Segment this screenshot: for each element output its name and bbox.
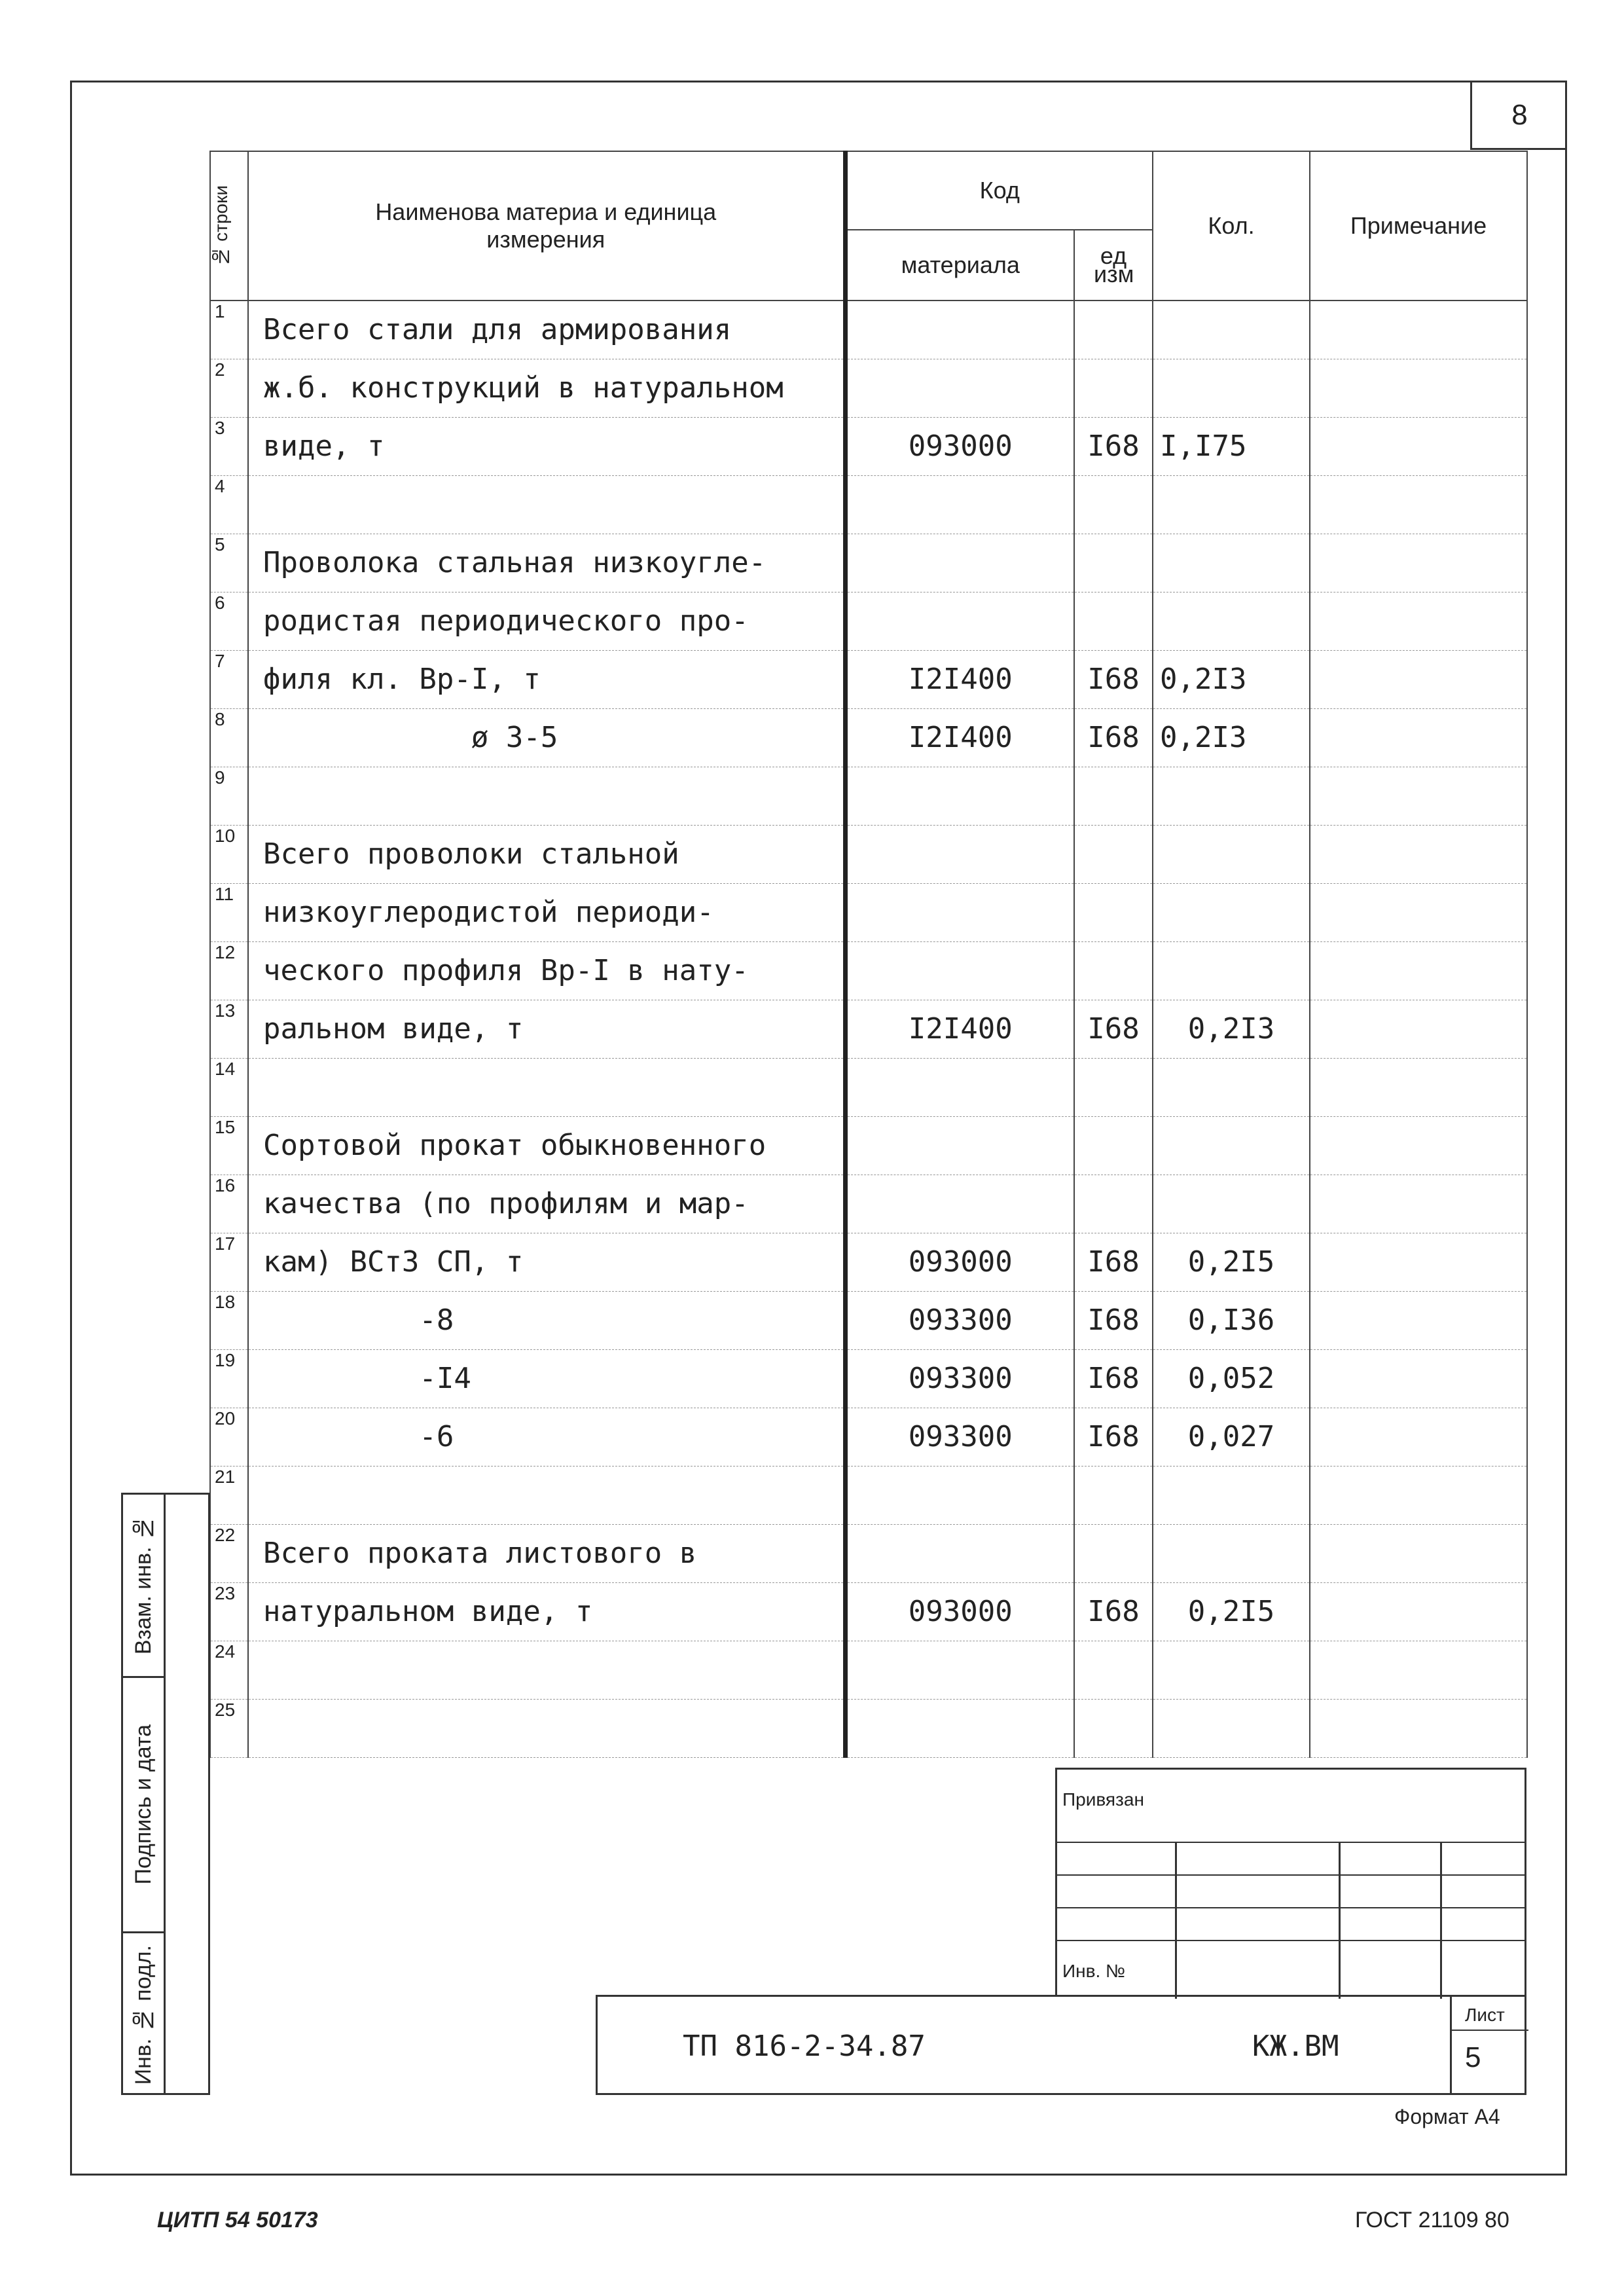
row-description: -8 xyxy=(248,1291,845,1349)
row-quantity: 0,2I5 xyxy=(1153,1582,1310,1641)
row-material-code xyxy=(845,1699,1074,1757)
row-unit-code xyxy=(1074,359,1153,417)
table-row xyxy=(210,767,1527,825)
row-unit-code: I68 xyxy=(1074,708,1153,767)
table-row xyxy=(210,417,1527,475)
materials-table xyxy=(209,151,1528,1758)
row-description: ж.б. конструкций в натуральном xyxy=(248,359,845,417)
row-material-code xyxy=(845,475,1074,534)
row-material-code xyxy=(845,941,1074,1000)
table-row xyxy=(210,1641,1527,1699)
row-number: 16 xyxy=(210,1175,248,1233)
row-unit-code xyxy=(1074,1058,1153,1116)
sheet-value: 5 xyxy=(1465,2041,1481,2073)
row-unit-code: I68 xyxy=(1074,1408,1153,1466)
row-description: -6 xyxy=(248,1408,845,1466)
table-row xyxy=(210,475,1527,534)
row-number: 12 xyxy=(210,941,248,1000)
row-quantity: 0,052 xyxy=(1153,1349,1310,1408)
row-quantity: 0,2I3 xyxy=(1153,1000,1310,1058)
side-stamp xyxy=(121,1493,166,2095)
row-description: родистая периодического про- xyxy=(248,592,845,650)
title-block xyxy=(596,1995,1526,2095)
row-material-code: I2I400 xyxy=(845,1000,1074,1058)
row-quantity xyxy=(1153,1641,1310,1699)
row-quantity xyxy=(1153,301,1310,359)
row-quantity: 0,2I5 xyxy=(1153,1233,1310,1291)
row-description: натуральном виде, т xyxy=(248,1582,845,1641)
table-row xyxy=(210,1233,1527,1291)
row-description: ческого профиля Вр-I в нату- xyxy=(248,941,845,1000)
row-material-code xyxy=(845,592,1074,650)
row-unit-code: I68 xyxy=(1074,1291,1153,1349)
row-number: 14 xyxy=(210,1058,248,1116)
row-material-code xyxy=(845,1641,1074,1699)
table-row xyxy=(210,1582,1527,1641)
row-note xyxy=(1310,1116,1527,1175)
table-row xyxy=(210,825,1527,883)
row-unit-code xyxy=(1074,1699,1153,1757)
row-description xyxy=(248,1699,845,1757)
row-material-code xyxy=(845,767,1074,825)
row-unit-code: I68 xyxy=(1074,1349,1153,1408)
row-quantity xyxy=(1153,534,1310,592)
row-quantity xyxy=(1153,359,1310,417)
row-note xyxy=(1310,883,1527,941)
row-number: 5 xyxy=(210,534,248,592)
row-quantity: 0,2I3 xyxy=(1153,650,1310,708)
row-number: 25 xyxy=(210,1699,248,1757)
row-unit-code: I68 xyxy=(1074,1582,1153,1641)
row-number: 22 xyxy=(210,1524,248,1582)
doc-mark: КЖ.ВМ xyxy=(1252,2030,1339,2063)
row-number: 7 xyxy=(210,650,248,708)
row-unit-code xyxy=(1074,1116,1153,1175)
row-description: Проволока стальная низкоугле- xyxy=(248,534,845,592)
doc-code: ТП 816-2-34.87 xyxy=(683,2030,926,2063)
sheet-number: 8 xyxy=(1470,81,1567,150)
row-note xyxy=(1310,1233,1527,1291)
row-material-code xyxy=(845,1524,1074,1582)
row-unit-code xyxy=(1074,534,1153,592)
table-row xyxy=(210,883,1527,941)
row-note xyxy=(1310,1000,1527,1058)
table-row xyxy=(210,1058,1527,1116)
row-unit-code: I68 xyxy=(1074,650,1153,708)
row-number: 19 xyxy=(210,1349,248,1408)
row-unit-code xyxy=(1074,301,1153,359)
table-row xyxy=(210,1349,1527,1408)
row-description: Всего проволоки стальной xyxy=(248,825,845,883)
row-number: 1 xyxy=(210,301,248,359)
row-note xyxy=(1310,301,1527,359)
header-name: Наименова⁠⁠ материа⁠ и единица измерения xyxy=(248,151,845,301)
row-number: 15 xyxy=(210,1116,248,1175)
row-description: ральном виде, т xyxy=(248,1000,845,1058)
row-description: качества (по профилям и мар- xyxy=(248,1175,845,1233)
row-unit-code xyxy=(1074,592,1153,650)
inv-no-label: Инв. № xyxy=(1062,1961,1126,1981)
header-note: Примечание xyxy=(1310,151,1527,301)
row-note xyxy=(1310,708,1527,767)
row-note xyxy=(1310,534,1527,592)
row-material-code: I2I400 xyxy=(845,650,1074,708)
footer-gost: ГОСТ 21109 80 xyxy=(1355,2208,1509,2232)
row-material-code xyxy=(845,534,1074,592)
row-quantity xyxy=(1153,825,1310,883)
row-note xyxy=(1310,1175,1527,1233)
row-note xyxy=(1310,359,1527,417)
row-material-code xyxy=(845,1058,1074,1116)
row-note xyxy=(1310,475,1527,534)
row-description: Всего проката листового в xyxy=(248,1524,845,1582)
row-unit-code: I68 xyxy=(1074,1000,1153,1058)
side-sign-date: Подпись и дата xyxy=(123,1678,164,1933)
table-row xyxy=(210,359,1527,417)
row-unit-code xyxy=(1074,883,1153,941)
row-material-code: 093000 xyxy=(845,417,1074,475)
row-note xyxy=(1310,1408,1527,1466)
row-unit-code xyxy=(1074,475,1153,534)
side-stamp-right xyxy=(208,1493,210,2095)
row-material-code xyxy=(845,1175,1074,1233)
row-material-code: I2I400 xyxy=(845,708,1074,767)
row-note xyxy=(1310,650,1527,708)
table-row xyxy=(210,534,1527,592)
row-description: кам) ВСт3 СП, т xyxy=(248,1233,845,1291)
row-description: низкоуглеродистой периоди- xyxy=(248,883,845,941)
row-material-code xyxy=(845,1116,1074,1175)
row-note xyxy=(1310,592,1527,650)
side-stamp-bottom xyxy=(166,2093,209,2095)
row-description: филя кл. Вр-I, т xyxy=(248,650,845,708)
attached-label: Привязан xyxy=(1062,1789,1144,1810)
row-note xyxy=(1310,1291,1527,1349)
row-material-code xyxy=(845,883,1074,941)
row-quantity xyxy=(1153,1058,1310,1116)
row-quantity xyxy=(1153,883,1310,941)
row-number: 20 xyxy=(210,1408,248,1466)
header-material: материала xyxy=(845,230,1074,301)
row-quantity xyxy=(1153,592,1310,650)
table-row xyxy=(210,1524,1527,1582)
row-quantity: 0,I36 xyxy=(1153,1291,1310,1349)
row-unit-code: I68 xyxy=(1074,417,1153,475)
row-note xyxy=(1310,941,1527,1000)
row-quantity: 0,2I3 xyxy=(1153,708,1310,767)
row-quantity xyxy=(1153,1524,1310,1582)
row-material-code: 093300 xyxy=(845,1408,1074,1466)
row-description: Всего стали для армирования xyxy=(248,301,845,359)
row-unit-code xyxy=(1074,941,1153,1000)
row-quantity xyxy=(1153,475,1310,534)
side-inv-replace: Взам. инв. № xyxy=(123,1495,164,1678)
row-number: 11 xyxy=(210,883,248,941)
row-note xyxy=(1310,1699,1527,1757)
row-quantity xyxy=(1153,1116,1310,1175)
header-qty: Кол. xyxy=(1153,151,1310,301)
row-description xyxy=(248,1466,845,1524)
row-quantity xyxy=(1153,1466,1310,1524)
table-row xyxy=(210,708,1527,767)
row-unit-code xyxy=(1074,1641,1153,1699)
table-row xyxy=(210,1699,1527,1757)
row-material-code xyxy=(845,301,1074,359)
header-code: Код xyxy=(845,151,1153,230)
table-row xyxy=(210,1000,1527,1058)
row-quantity: I,I75 xyxy=(1153,417,1310,475)
row-unit-code: I68 xyxy=(1074,1233,1153,1291)
row-number: 18 xyxy=(210,1291,248,1349)
row-description: ø 3-5 xyxy=(248,708,845,767)
row-description: виде, т xyxy=(248,417,845,475)
row-unit-code xyxy=(1074,1175,1153,1233)
row-quantity xyxy=(1153,941,1310,1000)
row-note xyxy=(1310,825,1527,883)
side-inv-orig: Инв. № подл. xyxy=(130,1945,156,2085)
row-material-code xyxy=(845,1466,1074,1524)
header-row-no: № строки xyxy=(210,151,248,301)
row-number: 13 xyxy=(210,1000,248,1058)
format-label: Формат А4 xyxy=(1394,2105,1500,2128)
row-number: 8 xyxy=(210,708,248,767)
table-body xyxy=(210,301,1527,1757)
row-note xyxy=(1310,1524,1527,1582)
table-row xyxy=(210,650,1527,708)
row-material-code xyxy=(845,825,1074,883)
row-note xyxy=(1310,1641,1527,1699)
row-number: 24 xyxy=(210,1641,248,1699)
row-note xyxy=(1310,1466,1527,1524)
row-number: 6 xyxy=(210,592,248,650)
row-number: 10 xyxy=(210,825,248,883)
table-row xyxy=(210,941,1527,1000)
attached-block xyxy=(1055,1768,1526,1997)
row-note xyxy=(1310,1582,1527,1641)
table-row xyxy=(210,301,1527,359)
row-description xyxy=(248,767,845,825)
row-description: Сортовой прокат обыкновенного xyxy=(248,1116,845,1175)
footer-left-code: ЦИТП 54 50173 xyxy=(157,2208,318,2232)
row-number: 4 xyxy=(210,475,248,534)
row-note xyxy=(1310,1058,1527,1116)
row-number: 21 xyxy=(210,1466,248,1524)
row-number: 17 xyxy=(210,1233,248,1291)
row-quantity: 0,027 xyxy=(1153,1408,1310,1466)
table-row xyxy=(210,1175,1527,1233)
row-note xyxy=(1310,1349,1527,1408)
row-description xyxy=(248,475,845,534)
table-row xyxy=(210,1408,1527,1466)
row-number: 3 xyxy=(210,417,248,475)
header-unit: ед изм xyxy=(1074,230,1153,301)
row-unit-code xyxy=(1074,825,1153,883)
side-stamp-link xyxy=(166,1493,209,1495)
row-description xyxy=(248,1058,845,1116)
row-material-code: 093000 xyxy=(845,1582,1074,1641)
table-row xyxy=(210,1466,1527,1524)
row-note xyxy=(1310,417,1527,475)
table-row xyxy=(210,592,1527,650)
row-material-code xyxy=(845,359,1074,417)
row-description: -I4 xyxy=(248,1349,845,1408)
row-unit-code xyxy=(1074,767,1153,825)
row-quantity xyxy=(1153,1175,1310,1233)
table-row xyxy=(210,1291,1527,1349)
row-description xyxy=(248,1641,845,1699)
row-material-code: 093300 xyxy=(845,1349,1074,1408)
row-unit-code xyxy=(1074,1524,1153,1582)
row-material-code: 093300 xyxy=(845,1291,1074,1349)
row-material-code: 093000 xyxy=(845,1233,1074,1291)
row-number: 2 xyxy=(210,359,248,417)
row-unit-code xyxy=(1074,1466,1153,1524)
row-quantity xyxy=(1153,767,1310,825)
table-row xyxy=(210,1116,1527,1175)
row-quantity xyxy=(1153,1699,1310,1757)
sheet-label: Лист xyxy=(1465,2005,1505,2025)
row-number: 23 xyxy=(210,1582,248,1641)
row-note xyxy=(1310,767,1527,825)
row-number: 9 xyxy=(210,767,248,825)
